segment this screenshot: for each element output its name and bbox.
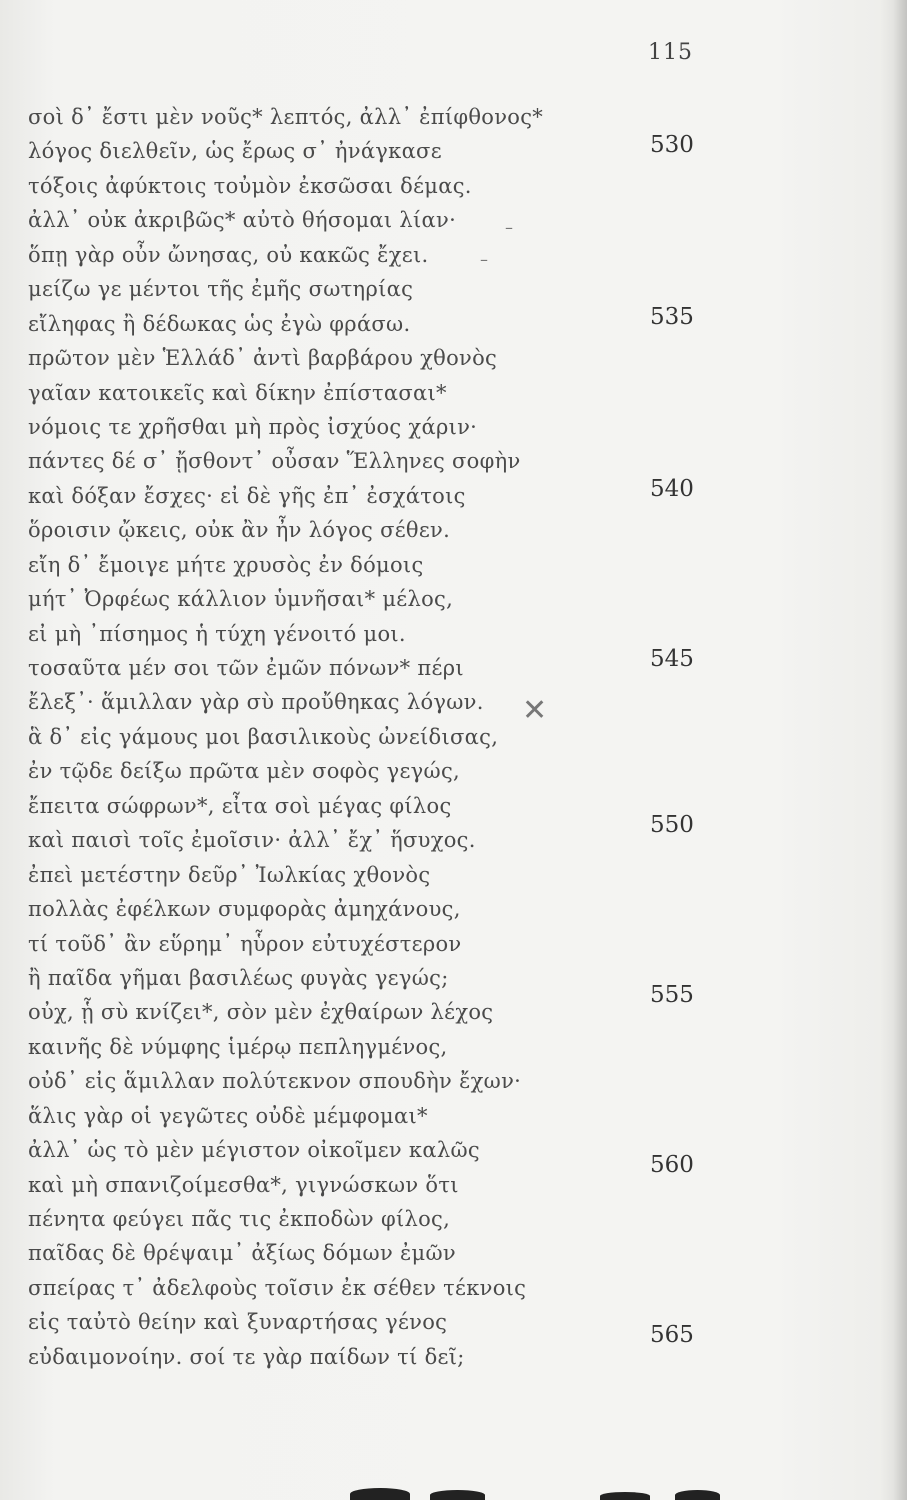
line-number: 565 [650, 1322, 694, 1348]
verse-line: πένητα φεύγει πᾶς τις ἐκποδὼν φίλος, [28, 1207, 451, 1231]
pencil-cross-mark: ✕ [522, 693, 548, 728]
verse-line: ἀλλ᾽ οὐκ ἀκριβῶς* αὐτὸ θήσομαι λίαν· [28, 208, 457, 233]
verse-line: μήτ᾽ Ὀρφέως κάλλιον ὑμνῆσαι* μέλος, [28, 587, 454, 612]
verse-line: εἰς ταὐτὸ θείην καὶ ξυναρτήσας γένος [28, 1310, 448, 1335]
bottom-blob [430, 1490, 485, 1500]
bottom-blob [600, 1492, 650, 1500]
verse-line: ἢ παῖδα γῆμαι βασιλέως φυγὰς γεγώς; [28, 965, 449, 990]
verse-line: ἅλις γὰρ οἱ γεγῶτες οὐδὲ μέμφομαι* [28, 1103, 428, 1128]
verse-line: ἀλλ᾽ ὡς τὸ μὲν μέγιστον οἰκοῖμεν καλῶς [28, 1138, 480, 1163]
verse-line: ἔπειτα σώφρων*, εἶτα σοὶ μέγας φίλος [28, 793, 452, 818]
line-number: 560 [650, 1152, 694, 1178]
bottom-edge-marks [330, 1486, 870, 1500]
verse-line: μείζω γε μέντοι τῆς ἐμῆς σωτηρίας [28, 277, 414, 302]
verse-line: σπείρας τ᾽ ἀδελφοὺς τοῖσιν ἐκ σέθεν τέκνοις [28, 1275, 527, 1300]
verse-line: σοὶ δ᾽ ἔστι μὲν νοῦς* λεπτός, ἀλλ᾽ ἐπίφθονος* [28, 105, 544, 129]
bottom-blob [675, 1490, 720, 1500]
verse-line: παῖδας δὲ θρέψαιμ᾽ ἀξίως δόμων ἐμῶν [28, 1241, 456, 1266]
line-number: 535 [650, 304, 694, 330]
verse-line: ὅπῃ γὰρ οὖν ὤνησας, οὐ κακῶς ἔχει. [28, 242, 429, 267]
line-number: 555 [650, 982, 694, 1008]
line-number: 530 [650, 132, 694, 158]
verse-line: νόμοις τε χρῆσθαι μὴ πρὸς ἰσχύος χάριν· [28, 414, 478, 439]
verse-line: καινῆς δὲ νύμφης ἱμέρῳ πεπληγμένος, [28, 1034, 448, 1059]
verse-text [28, 100, 588, 1374]
verse-line: εἰ μὴ ᾽πίσημος ἡ τύχη γένοιτό μοι. [28, 621, 406, 646]
verse-line: λόγος διελθεῖν, ὡς ἔρως σ᾽ ἠνάγκασε [28, 139, 442, 164]
verse-line: ἐπεὶ μετέστην δεῦρ᾽ Ἰωλκίας χθονὸς [28, 862, 431, 887]
verse-line: εὐδαιμονοίην. σοί τε γὰρ παίδων τί δεῖ; [28, 1344, 465, 1369]
verse-line: πρῶτον μὲν Ἑλλάδ᾽ ἀντὶ βαρβάρου χθονὸς [28, 346, 498, 371]
verse-line: ὅροισιν ᾤκεις, οὐκ ἂν ἦν λόγος σέθεν. [28, 518, 451, 543]
line-number: 540 [650, 476, 694, 502]
verse-line: πολλὰς ἐφέλκων συμφορὰς ἀμηχάνους, [28, 897, 461, 922]
verse-line: ἐν τῷδε δείξω πρῶτα μὲν σοφὸς γεγώς, [28, 759, 460, 784]
pencil-dash-mark: – [480, 250, 488, 269]
pencil-dash-mark: – [505, 218, 513, 237]
page-edge-shadow [893, 0, 907, 1500]
verse-line: καὶ παισὶ τοῖς ἐμοῖσιν· ἀλλ᾽ ἔχ᾽ ἥσυχος. [28, 828, 476, 853]
line-number: 545 [650, 646, 694, 672]
verse-line: τοσαῦτα μέν σοι τῶν ἐμῶν πόνων* πέρι [28, 656, 464, 680]
verse-line: οὐχ, ᾗ σὺ κνίζει*, σὸν μὲν ἐχθαίρων λέχος [28, 1000, 494, 1025]
verse-line: τί τοῦδ᾽ ἂν εὕρημ᾽ ηὗρον εὐτυχέστερον [28, 931, 462, 956]
verse-line: γαῖαν κατοικεῖς καὶ δίκην ἐπίστασαι* [28, 380, 447, 405]
verse-line: καὶ δόξαν ἔσχες· εἰ δὲ γῆς ἐπ᾽ ἐσχάτοις [28, 483, 466, 508]
verse-line: εἴη δ᾽ ἔμοιγε μήτε χρυσὸς ἐν δόμοις [28, 552, 424, 577]
verse-line: πάντες δέ σ᾽ ᾔσθοντ᾽ οὖσαν Ἕλληνες σοφὴν [28, 449, 521, 474]
verse-line: οὐδ᾽ εἰς ἅμιλλαν πολύτεκνον σπουδὴν ἔχων· [28, 1069, 522, 1094]
bottom-blob [350, 1488, 410, 1500]
verse-line: τόξοις ἀφύκτοις τοὐμὸν ἐκσῶσαι δέμας. [28, 173, 472, 198]
verse-line: ἔλεξ᾽· ἅμιλλαν γὰρ σὺ προὔθηκας λόγων. [28, 690, 484, 715]
verse-line: εἴληφας ἢ δέδωκας ὡς ἐγὼ φράσω. [28, 311, 411, 336]
line-number: 550 [650, 812, 694, 838]
verse-line: καὶ μὴ σπανιζοίμεσθα*, γιγνώσκων ὅτι [28, 1172, 459, 1197]
verse-line: ἃ δ᾽ εἰς γάμους μοι βασιλικοὺς ὠνείδισας, [28, 724, 499, 749]
page-number: 115 [648, 40, 693, 65]
